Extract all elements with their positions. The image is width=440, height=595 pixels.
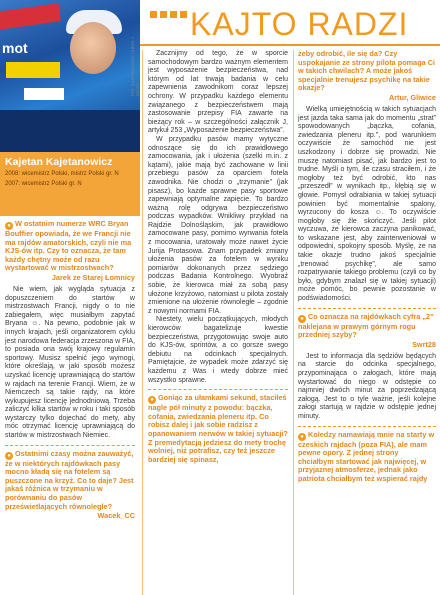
- photo-face: [70, 22, 116, 74]
- section-divider: [148, 389, 288, 390]
- question-text: Ostatnimi czasy można zauważyć, że w niektórych rajdówkach pasy mocno kładą się na fotelem są puszczone na krzyż. Co to daje? Jest jakaś różnica w trzymaniu w porównaniu do pasów prześwietlających równolegle?: [5, 448, 134, 511]
- question-bullet-icon: ●: [298, 433, 306, 441]
- photo-suit: [0, 110, 140, 152]
- header-square: [180, 11, 187, 18]
- question-signature: Wacek_CC: [97, 511, 135, 521]
- question-bullet-icon: ●: [5, 452, 13, 460]
- question-signature: Swrt28: [412, 339, 436, 349]
- section-divider: [5, 445, 135, 446]
- question-bullet-icon: ●: [298, 315, 306, 323]
- section-divider: [298, 308, 436, 309]
- question-continued: żeby odrobić, ile się da? Czy uspokajanie ze strony pilota pomaga Ci w takich chwilach? A może jakoś specjalnie trenujesz psychikę na takie okazje?: [298, 49, 436, 93]
- answer-paragraph: Zacznijmy od tego, że w sporcie samochodowym bardzo ważnym elementem jest wyposażenie bezpieczeństwa, nad którym od lat trwają badania w celu zapewnienia zawodnikom coraz lepszej ochrony. W przypadku każdego elementu związanego z bezpieczeństwem mają zastosowanie przepisy FIA zawarte na bieżący rok – w szczególności załącznik J, artykuł 253 „Wyposażenie bezpieczeństwa”.: [148, 50, 288, 135]
- column-1: [5, 220, 135, 520]
- question-text: W ostatnim numerze WRC Bryan Bouffier opowiada, że we Francji nie ma rajdów amatorskich, czyli nie ma KJS-ów itp. Czy to oznacza, że tam każdy chętny może od razu wystartować w mistrzostwach?: [5, 219, 132, 273]
- question-signature: Artur, Gliwice: [388, 92, 436, 102]
- column-divider: [293, 50, 294, 595]
- question: [298, 313, 436, 340]
- question-text: Goniąc za ułamkami sekund, staciłeś nagle pół minuty z powodu: bączka, cofania, zwiedzania pleneru itp. Co robisz dalej i jak sobie radzisz z opanowaniem nerwów w takiej sytuacji? Z premedytacją jedziesz do mety trochę wolniej, niż potrafisz, czy też jeszcze bardziej się spinasz,: [148, 393, 288, 464]
- author-achievement: 2007: wicemistrz Polski gr. N: [5, 181, 82, 187]
- header-square: [170, 11, 177, 18]
- question-bullet-icon: ●: [148, 396, 156, 404]
- photo-logo: [24, 88, 64, 100]
- question: [148, 394, 288, 464]
- answer: Jest to informacja dla sędziów będących na starcie do odcinka specjalnego, przypominająca o załogach, które mają wystartować do niego w odstępie co najmniej dwóch minut za poprzedzającą załogą. Jest to o tyle ważne, jeśli kolejne załogi startują w rajdzie w odstępie jednej minuty.: [298, 352, 436, 420]
- answer-paragraph: Niestety, wielu początkujących, młodych kierowców bagatelizuje kwestie bezpieczeństwa, przygotowując swoje auto do KJS-ów, sprintów, a co gorsze swego debiutu na odcinkach specjalnych. Pamiętajcie, że wypadek może zdarzyć się każdemu z Was i wtedy dobrze mieć wszystko sprawne.: [148, 316, 288, 384]
- header-square: [160, 11, 167, 18]
- question: [5, 220, 135, 273]
- author-box: [0, 152, 140, 216]
- question-signature: Jarek ze Starej Łomnicy: [51, 272, 135, 282]
- column-divider: [142, 50, 143, 595]
- photo-stripe: [0, 3, 61, 31]
- author-achievement: 2008: wicemistrz Polski, mistrz Polski gr. N: [5, 171, 119, 177]
- photo-logo: [6, 62, 60, 78]
- question-bullet-icon: ●: [5, 222, 13, 230]
- column-3: [298, 50, 436, 484]
- photo-credit: FOT. KAJETANOWICZ / ARCH. / KAJTO: [130, 37, 140, 96]
- photo-overlay-text: mot: [2, 40, 28, 56]
- question: [298, 431, 436, 484]
- section-divider: [298, 426, 436, 427]
- answer-paragraph: W przypadku pasów mamy wytyczne odnoszące się do ich prawidłowego zamocowania, jak i ułożenia (szelki m.in. z kątami), jakie mają być zachowane w linii przebiegu pasów za oparciem fotela zawodnika. Nie chodzi o „trzymanie” (jak pisasz), bo każde sprawne pasy sportowe zapewniają optymalne zapięcie. To bardzo ważną rolę odgrywa bezpieczeństwo podczas wypadków. Wnikliwy przykład na Rajdzie Dolnośląskim, jak prawidłowo zamocowane pasy, pomimo wyrwania fotela z mocowania, uratowały może nawet życie Jurija Protasowa. Znam przypadek zmiany ułożenia pasów za fotelem w wyniku pomiarów dokonanych przez sędziego podczas Badania Kontrolnego. Wyobraź sobie, że kierowca miał za sobą pasy ułożone krzyżowo, natomiast u pilota zostały zmienione na ułożenie równoległe – zgodnie z nowymi normami FIA.: [148, 135, 288, 315]
- question: [5, 450, 135, 512]
- header-rule: [140, 44, 440, 46]
- driver-photo: [0, 0, 140, 152]
- column-2: [148, 50, 288, 464]
- question-text: Koledzy namawiają mnie na starty w czeskich rajdach (poza FIA), ale mam pewne opory. Z jednej strony chciałbym startować jak najwięcej, w przyjaznej atmosferze, jednak jako patriota chciałbym też wspierać rajdy: [298, 429, 435, 483]
- answer: Wielką umiejętnością w takich sytuacjach jest jazda taka sama jak do momentu „strat” spowodowanych „bączka, cofania, zwiedzania pleneru itp.”, pod warunkiem oczywiście że samochód nie jest uszkodzony i dobrze się prowadzi. Nie muszę natomiast pisać, jak bardzo jest to trudne. Myśli o tym, ile czasu straciłem, i że mogłoby też być odrobić, kto nas „przeszedł” w wynikach itp., kłębią się w głowie. Pomysł odrabiania w takiej sytuacji powinien być momentalnie spalony, wyrzucony do kosza ☺. To oczywiście mogłoby się źle skończyć. Jeśli pilot wyczuwa, że kierowca zaczyna panikować, to wskazane jest, aby zainterweniował w odpowiedni, spokojny sposób. Myślę, że na takie okazje trudno jakoś specjalnie „trenować psychikę”, ale samo rozpatrywanie takiego problemu (czyli co by było, gdybym znalazł się w takiej sytuacji) może pomóc, bo pewnie pozostanie w podświadomości.: [298, 105, 436, 303]
- question-text: Co oznacza na rajdówkach cyfra „2” naklejana w prawym górnym rogu przedniej szyby?: [298, 311, 434, 340]
- answer: Nie wiem, jak wygląda sytuacja z dopuszczeniem do startów w mistrzostwach Francji, nigdy o to nie zabiegałem, więc musiałbym zapytać Bryana ☺. Na pewno, podobnie jak w innych krajach, jeśli organizatorem cyklu jest narodowa federacja zrzeszona w FIA, to posiada ona swój krajowy regulamin sportowy. Musisz spełnić jego wymogi, które określają, w jaki sposób możesz uzyskać licencję uprawniającą do startów w rajdach na terenie Francji. Wiem, że w Niemczech są takie rajdy, na które wykupujesz licencję jednodniową. Trzeba zaliczyć kilka startów w roku i taki sposób wystarczy tylko dojechać do mety, aby móc otrzymać licencję uprawniającą do startów w mistrzostwach Niemiec.: [5, 285, 135, 440]
- header-square: [150, 11, 157, 18]
- page-title: KAJTO RADZI: [190, 6, 409, 42]
- author-name: Kajetan Kajetanowicz: [5, 156, 113, 168]
